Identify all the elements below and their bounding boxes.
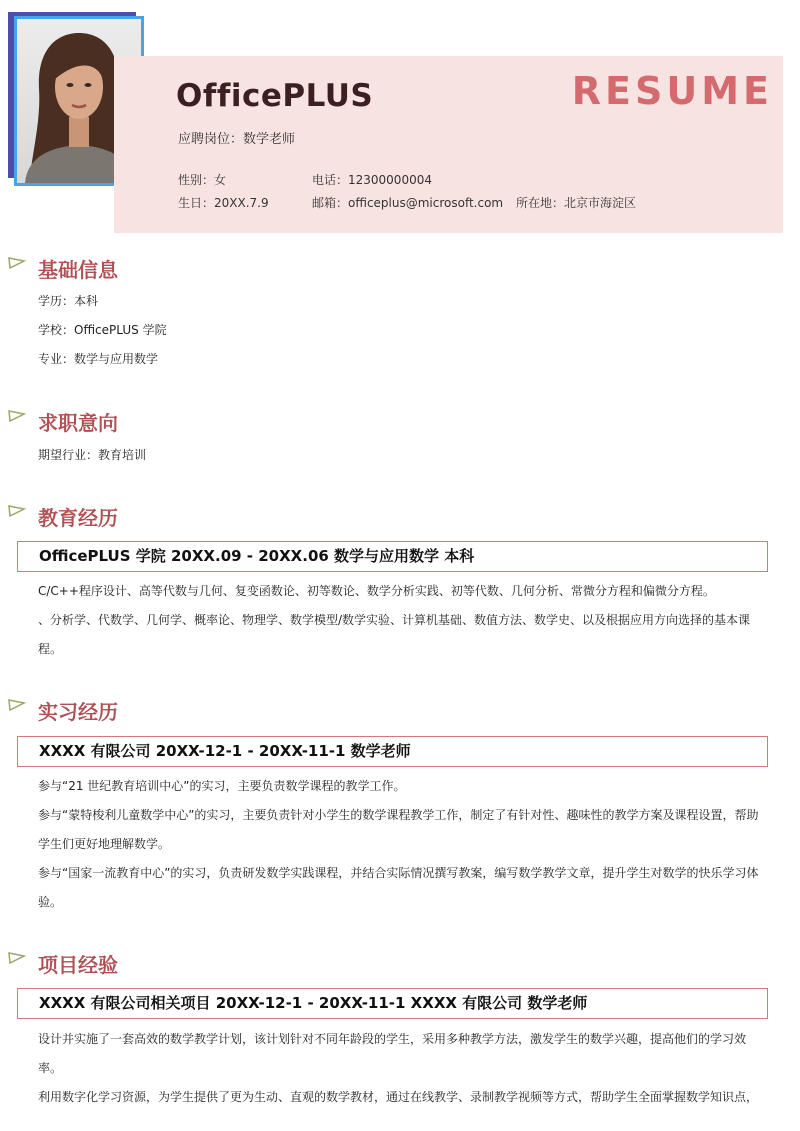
project-line: 设计并实施了一套高效的数学教学计划，该计划针对不同年龄段的学生，采用多种教学方法，激发学生的数学兴趣，提高他们的学习效率。 [38,1032,747,1075]
internship-detail [38,772,768,917]
major-name: 专业：数学与应用数学 [38,352,159,366]
resume-title: RESUME [571,69,773,113]
education-detail [38,577,768,664]
project-heading: XXXX 有限公司相关项目 20XX-12-1 - 20XX-11-1 XXXX 有限公司 数学老师 [17,988,768,1019]
applied-position: 应聘岗位：数学老师 [178,132,296,147]
internship-line: 参与“21 世纪教育培训中心”的实习，主要负责数学课程的教学工作。 [38,779,406,793]
project-detail [38,1025,768,1112]
section-leaf-icon [8,257,26,269]
school-name: 学校：OfficePLUS 学院 [38,323,167,337]
email-field: 邮箱：officeplus@microsoft.com [312,196,504,210]
section-leaf-icon [8,505,26,517]
section-title-internship: 实习经历 [38,700,118,724]
section-leaf-icon [8,952,26,964]
expected-industry: 期望行业：教育培训 [38,448,147,462]
section-leaf-icon [8,699,26,711]
education-line: 、分析学、代数学、几何学、概率论、物理学、数学模型/数学实验、计算机基础、数值方法、数学史、以及根据应用方向选择的基本课程。 [38,613,751,656]
education-level: 学历：本科 [38,294,99,308]
candidate-name: OfficePLUS [176,78,374,114]
project-line: 利用数字化学习资源，为学生提供了更为生动、直观的数学教材，通过在线教学、录制教学视频等方式，帮助学生全面掌握数学知识点， [38,1090,759,1104]
section-leaf-icon [8,410,26,422]
section-title-projects: 项目经验 [38,953,118,977]
education-line: C/C++程序设计、高等代数与几何、复变函数论、初等数论、数学分析实践、初等代数、几何分析、常微分方程和偏微分方程。 [38,584,715,598]
section-title-intention: 求职意向 [38,411,118,435]
internship-line: 参与“蒙特梭利儿童数学中心”的实习，主要负责针对小学生的数学课程教学工作，制定了有针对性、趣味性的教学方案及课程设置，帮助学生们更好地理解数学。 [38,808,759,851]
phone-field: 电话：12300000004 [312,173,432,187]
education-heading: OfficePLUS 学院 20XX.09 - 20XX.06 数学与应用数学 本科 [17,541,768,572]
section-title-basic: 基础信息 [38,258,118,282]
location-field: 所在地：北京市海淀区 [516,196,637,210]
section-title-education: 教育经历 [38,506,118,530]
internship-line: 参与“国家一流教育中心”的实习，负责研发数学实践课程，并结合实际情况撰写教案，编写数学教学文章，提升学生对数学的快乐学习体验。 [38,866,759,909]
internship-heading: XXXX 有限公司 20XX-12-1 - 20XX-11-1 数学老师 [17,736,768,767]
birthday-field: 生日：20XX.7.9 [178,196,269,210]
gender-field: 性别：女 [178,173,227,187]
